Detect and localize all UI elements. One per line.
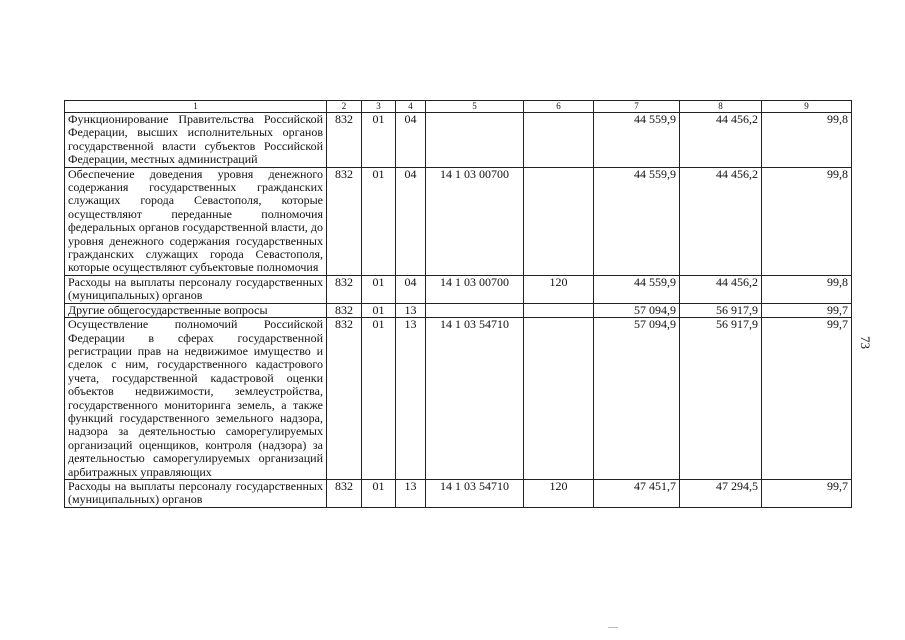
cell-type — [524, 113, 594, 168]
cell-type: 120 — [524, 479, 594, 507]
cell-subsection: 13 — [396, 479, 426, 507]
cell-type — [524, 303, 594, 317]
cell-code: 832 — [327, 318, 362, 480]
row-name: Осуществление полномочий Российской Федерации в сферах государственной регистрации прав на недвижимое имущество и сделок с ним, государственного кадастрового учета, государственной кадастровой оценки объектов недвижимости, землеустройства, государственного мониторинга земель, а также функций государственного земельного надзора, надзора за деятельностью саморегулируемых организаций оценщиков, контроля (надзора) за деятельностью саморегулируемых организаций арбитражных управляющих — [65, 318, 327, 480]
page-number: 73 — [858, 336, 873, 349]
row-name: Расходы на выплаты персоналу государственных (муниципальных) органов — [65, 275, 327, 303]
cell-target: 14 1 03 54710 — [426, 318, 524, 480]
table-row — [65, 479, 852, 507]
cell-actual: 44 456,2 — [680, 275, 762, 303]
cell-plan: 57 094,9 — [594, 303, 680, 317]
cell-percent: 99,8 — [762, 167, 852, 275]
cell-plan: 57 094,9 — [594, 318, 680, 480]
cell-subsection: 13 — [396, 303, 426, 317]
cell-actual: 56 917,9 — [680, 318, 762, 480]
table-row — [65, 303, 852, 317]
column-header: 6 — [524, 101, 594, 113]
cell-type: 120 — [524, 275, 594, 303]
cell-section: 01 — [362, 275, 396, 303]
cell-percent: 99,7 — [762, 318, 852, 480]
cell-section: 01 — [362, 318, 396, 480]
row-name: Другие общегосударственные вопросы — [65, 303, 327, 317]
cell-plan: 44 559,9 — [594, 113, 680, 168]
column-header: 9 — [762, 101, 852, 113]
cell-plan: 47 451,7 — [594, 479, 680, 507]
cell-percent: 99,7 — [762, 303, 852, 317]
cell-code: 832 — [327, 303, 362, 317]
cell-actual: 47 294,5 — [680, 479, 762, 507]
cell-percent: 99,8 — [762, 113, 852, 168]
cell-section: 01 — [362, 167, 396, 275]
table-row — [65, 275, 852, 303]
cell-target: 14 1 03 00700 — [426, 275, 524, 303]
cell-plan: 44 559,9 — [594, 275, 680, 303]
cell-target: 14 1 03 54710 — [426, 479, 524, 507]
cell-type — [524, 318, 594, 480]
cell-actual: 56 917,9 — [680, 303, 762, 317]
column-header: 5 — [426, 101, 524, 113]
cell-code: 832 — [327, 275, 362, 303]
cell-actual: 44 456,2 — [680, 113, 762, 168]
cell-section: 01 — [362, 303, 396, 317]
cell-target — [426, 113, 524, 168]
cell-actual: 44 456,2 — [680, 167, 762, 275]
cell-percent: 99,7 — [762, 479, 852, 507]
column-header: 3 — [362, 101, 396, 113]
column-header: 8 — [680, 101, 762, 113]
cell-code: 832 — [327, 113, 362, 168]
column-header: 4 — [396, 101, 426, 113]
table-header-row — [65, 101, 852, 113]
row-name: Расходы на выплаты персоналу государственных (муниципальных) органов — [65, 479, 327, 507]
cell-code: 832 — [327, 479, 362, 507]
cell-section: 01 — [362, 479, 396, 507]
column-header: 7 — [594, 101, 680, 113]
cell-code: 832 — [327, 167, 362, 275]
table-row — [65, 318, 852, 480]
cell-target: 14 1 03 00700 — [426, 167, 524, 275]
cell-subsection: 04 — [396, 275, 426, 303]
column-header: 2 — [327, 101, 362, 113]
scan-artifact — [608, 627, 618, 628]
table-row — [65, 113, 852, 168]
cell-section: 01 — [362, 113, 396, 168]
budget-table — [64, 100, 852, 508]
row-name: Обеспечение доведения уровня денежного содержания государственных гражданских служащих города Севастополя, которые осуществляют переданные полномочия федеральных органов государственной власти, до уровня денежного содержания государственных гражданских служащих города Севастополя, которые осуществляют субъектовые полномочия — [65, 167, 327, 275]
column-header: 1 — [65, 101, 327, 113]
row-name: Функционирование Правительства Российской Федерации, высших исполнительных органов государственной власти субъектов Российской Федерации, местных администраций — [65, 113, 327, 168]
cell-type — [524, 167, 594, 275]
cell-target — [426, 303, 524, 317]
cell-subsection: 04 — [396, 167, 426, 275]
cell-plan: 44 559,9 — [594, 167, 680, 275]
cell-subsection: 04 — [396, 113, 426, 168]
cell-subsection: 13 — [396, 318, 426, 480]
cell-percent: 99,8 — [762, 275, 852, 303]
table-row — [65, 167, 852, 275]
